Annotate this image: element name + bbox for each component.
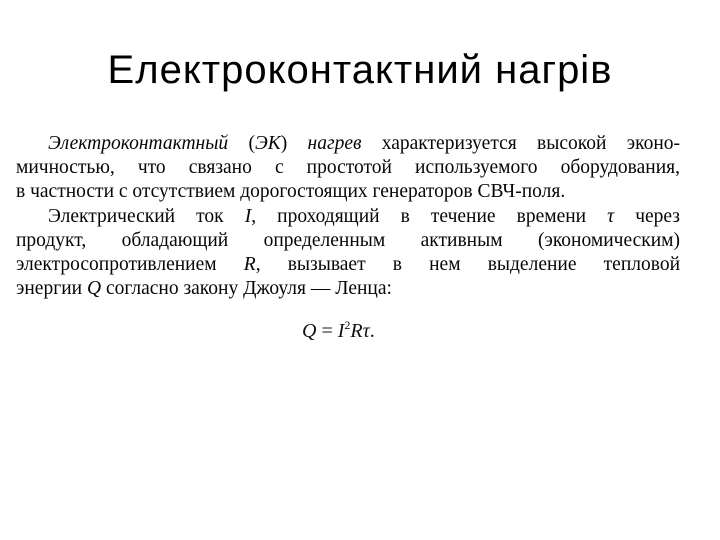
- var-heat: Q: [86, 278, 102, 300]
- paragraph-1-line-1: [48, 132, 680, 156]
- paragraph-2-line-4-b: согласно закону Джоуля — Ленца:: [101, 278, 392, 300]
- paren-close: ): [280, 133, 288, 154]
- scanned-text-block: [16, 132, 681, 301]
- formula-exponent: 2: [344, 318, 351, 332]
- var-time: τ: [607, 205, 615, 227]
- paragraph-2-line-3: [16, 253, 680, 277]
- paragraph-2-line-1-a: Электрический ток: [48, 205, 245, 227]
- paragraph-1-line-3: в частности с отсутствием дорогостоящих генераторов СВЧ-поля.: [16, 181, 566, 203]
- paragraph-2-line-3-a: электросопротивлением: [16, 254, 244, 276]
- term-heating: нагрев: [307, 133, 362, 154]
- formula-equals: =: [316, 320, 338, 342]
- formula-current: I: [337, 320, 345, 342]
- paragraph-2-line-1-b: , проходящий в течение времени: [251, 205, 608, 227]
- paragraph-2-line-1: [48, 205, 680, 229]
- joule-lenz-formula: [302, 312, 375, 344]
- var-resistance: R: [243, 254, 256, 276]
- paragraph-2-line-4-a: энергии: [16, 278, 87, 300]
- paragraph-1-line-1-rest: характеризуется высокой эконо-: [361, 133, 680, 154]
- paragraph-2-line-4: [16, 277, 680, 301]
- paragraph-2-line-3-b: , вызывает в нем выделение тепловой: [255, 254, 681, 276]
- paragraph-2-line-2: продукт, обладающий определенным активным (экономическим): [16, 229, 680, 251]
- slide-title: Електроконтактний нагрів: [107, 48, 613, 92]
- paragraph-2-line-1-c: через: [614, 205, 681, 227]
- paragraph-1-line-2: мичностью, что связано с простотой используемого оборудования,: [16, 157, 680, 179]
- formula-lhs: Q: [302, 320, 317, 342]
- term-ek-heating: Электроконтактный: [48, 133, 229, 154]
- formula-period: .: [369, 320, 375, 342]
- formula-r-tau: Rτ: [350, 320, 370, 342]
- term-ek-abbrev: ЭК: [255, 133, 281, 154]
- paren-open: (: [248, 133, 255, 154]
- var-current: I: [244, 205, 252, 227]
